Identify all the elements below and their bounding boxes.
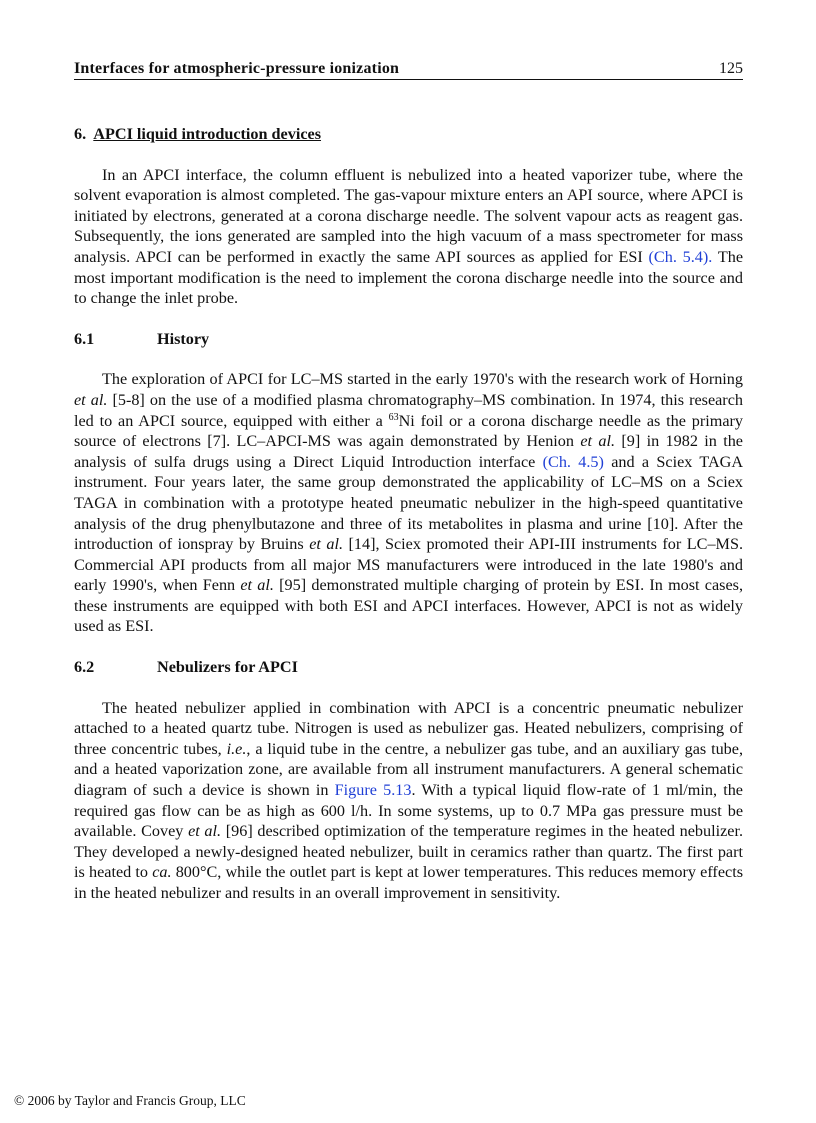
section-6-1-heading [74, 329, 743, 350]
text-run: Ni foil or a corona discharge needle as the primary source of electrons [7]. LC–APCI-MS was again demonstrated by Henion [74, 411, 743, 451]
text-run: [5-8] on the use of a modified plasma chromatography–MS combination. In 1974, this research led to an APCI source, equipped with either a [74, 390, 743, 430]
section-6-2-heading [74, 657, 743, 678]
italic-et-al: et al. [240, 576, 274, 595]
copyright-footer: © 2006 by Taylor and Francis Group, LLC [14, 1093, 246, 1108]
text-run: In an APCI interface, the column effluent is nebulized into a heated vaporizer tube, where the solvent evaporation is almost completed. The gas-vapour mixture enters an API source, where APCI is initiated by electrons, generated at a corona discharge needle. The solvent vapour acts as reagent gas. Subsequently, the ions generated are sampled into the high vacuum of a mass spectrometer for mass analysis. APCI can be performed in exactly the same API sources as applied for ESI [74, 165, 743, 266]
italic-et-al: et al. [309, 535, 343, 554]
page-number: 125 [719, 60, 743, 77]
text-run: 800°C, while the outlet part is kept at lower temperatures. This reduces memory effects in the heated nebulizer and results in an overall improvement in sensitivity. [74, 863, 743, 902]
cross-reference-link[interactable]: (Ch. 4.5) [542, 452, 604, 471]
text-run: . With a typical liquid flow-rate of 1 ml/min, the required gas flow can be as high as 600 l/h. In some systems, up to 0.7 MPa gas pressure must be available. Covey [74, 781, 743, 841]
italic-ie: i.e. [226, 739, 247, 758]
text-run: , a liquid tube in the centre, a nebulizer gas tube, and an auxiliary gas tube, and a heated vaporization zone, are available from all instrument manufacturers. A general schematic diagram of such a device is shown in [74, 739, 744, 800]
section-number: 6.1 [74, 329, 95, 348]
italic-et-al: et al. [188, 822, 222, 841]
text-run: and a Sciex TAGA instrument. Four years later, the same group demonstrated the applicability of LC–MS on a Sciex TAGA in combination with a prototype heated pneumatic nebulizer in the high-speed quantitative analysis of the drug phenylbutazone and three of its metabolites in plasma and urine [10]. After the introduction of ionspray by Bruins [74, 452, 744, 554]
page-body [74, 124, 743, 924]
italic-et-al: et al. [74, 390, 108, 409]
section-title: History [157, 329, 210, 348]
cross-reference-link[interactable]: (Ch. 5.4). [648, 247, 713, 266]
figure-reference-link[interactable]: Figure 5.13 [334, 781, 412, 800]
text-run: [95] demonstrated multiple charging of protein by ESI. In most cases, these instruments are equipped with both ESI and APCI interfaces. However, APCI is not as widely used as ESI. [74, 576, 743, 636]
running-header [74, 60, 743, 80]
paragraph-nebulizers [74, 698, 743, 904]
running-header-title: Interfaces for atmospheric-pressure ionization [74, 60, 400, 77]
section-title: APCI liquid introduction devices [93, 125, 322, 143]
text-run: The heated nebulizer applied in combination with APCI is a concentric pneumatic nebulizer attached to a heated quartz tube. Nitrogen is used as nebulizer gas. Heated nebulizers, comprising of three concentric tubes, [74, 698, 743, 758]
section-6-heading [74, 124, 743, 145]
text-run: The most important modification is the need to implement the corona discharge needle into the source and to change the inlet probe. [74, 247, 744, 308]
text-run: [9] in 1982 in the analysis of sulfa drugs using a Direct Liquid Introduction interface [74, 432, 743, 471]
italic-et-al: et al. [580, 432, 616, 451]
paragraph-apci-interface [74, 165, 743, 309]
section-number: 6.2 [74, 658, 95, 677]
superscript: 63 [388, 411, 399, 423]
section-number: 6. [74, 125, 87, 143]
text-run: The exploration of APCI for LC–MS started in the early 1970's with the research work of Horning [102, 370, 743, 389]
paragraph-history [74, 369, 743, 637]
section-title: Nebulizers for APCI [157, 658, 298, 677]
text-run: [96] described optimization of the temperature regimes in the heated nebulizer. They developed a newly-designed heated nebulizer, built in ceramics rather than quartz. The first part is heated to [74, 822, 744, 882]
text-run: [14], Sciex promoted their API-III instruments for LC–MS. Commercial API products from all major MS manufacturers were introduced in the late 1980's and early 1990's, when Fenn [74, 535, 743, 595]
italic-ca: ca. [152, 863, 172, 882]
